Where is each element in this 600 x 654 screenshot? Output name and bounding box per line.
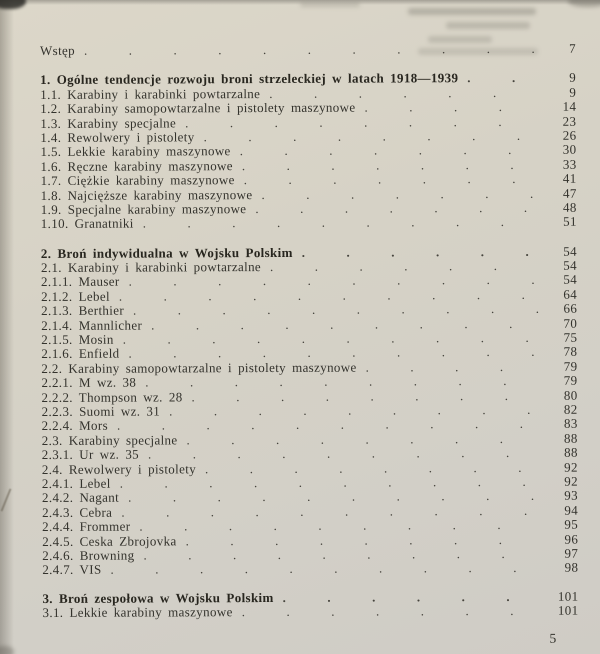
toc-entry-page: 95	[564, 516, 579, 532]
toc-entry-label: 2.1. Karabiny i karabinki powtarzalne	[40, 259, 262, 276]
toc-entry-label: 2.3. Karabiny specjalne	[41, 432, 178, 448]
toc-entry-page: 48	[562, 199, 577, 215]
page-number-footer: 5	[549, 631, 557, 647]
toc-entry-page: 70	[563, 315, 578, 331]
toc-entry-page: 47	[562, 185, 577, 201]
toc-entry-label: 2.2.4. Mors	[41, 418, 109, 434]
toc-entry-page: 54	[563, 272, 578, 288]
toc-entry-page: 96	[564, 531, 579, 547]
toc-entry-label: 1. Ogólne tendencje rozwoju broni strzeleckiej w latach 1918—1939	[40, 70, 459, 88]
leader-dots	[235, 172, 539, 188]
toc-entry-label: 2.1.5. Mosin	[41, 331, 114, 348]
leader-dots	[274, 589, 541, 605]
leader-dots	[355, 100, 538, 115]
toc-entry-label: 2.4. Rewolwery i pistolety	[41, 460, 197, 477]
toc-entry-label: 3.1. Lekkie karabiny maszynowe	[42, 604, 233, 621]
toc-entry-label: 1.7. Ciężkie karabiny maszynowe	[40, 172, 235, 189]
leader-dots	[101, 561, 540, 577]
leader-dots	[75, 42, 538, 58]
toc-entry-label: 1.8. Najcięższe karabiny maszynowe	[40, 186, 253, 203]
toc-entry-page: 79	[563, 358, 578, 374]
toc-entry-page: 97	[564, 545, 579, 561]
toc-entry-label: 2.4.4. Frommer	[42, 518, 131, 535]
toc-entry-label: 2.2.2. Thompson wz. 28	[41, 388, 183, 405]
toc-entry-label: 2.1.3. Berthier	[41, 302, 125, 319]
leader-dots	[177, 532, 541, 548]
toc-entry-page: 54	[563, 257, 578, 273]
toc-entry-label: 2.1.6. Enfield	[41, 346, 120, 362]
toc-entry-page: 26	[562, 127, 577, 143]
toc-entry-label: 2.2.1. M wz. 38	[41, 374, 137, 391]
toc-entry	[41, 215, 577, 232]
toc-entry-label: 1.4. Rewolwery i pistolety	[40, 129, 195, 145]
leader-dots	[195, 129, 539, 145]
toc-entry-page: 88	[564, 444, 578, 460]
toc-entry-label: 1.3. Karabiny specjalne	[40, 114, 177, 131]
toc-entry-label: Wstęp	[39, 42, 76, 58]
toc-entry-label: 1.10. Granatniki	[40, 215, 134, 232]
toc-entry-label: 2.2. Karabiny samopowtarzalne i pistolety maszynowe	[41, 359, 357, 376]
leader-dots	[177, 432, 539, 448]
toc-entry-label: 2.3.1. Ur wz. 35	[41, 446, 140, 463]
toc-entry-label: 1.1. Karabiny i karabinki powtarzalne	[40, 85, 261, 102]
toc-entry-page: 9	[569, 70, 577, 86]
toc-entry-page: 51	[563, 213, 577, 230]
toc-entry-label: 1.6. Ręczne karabiny maszynowe	[40, 157, 233, 174]
toc-entry-label: 2.1.1. Mauser	[41, 274, 120, 290]
toc-entry-page: 94	[564, 502, 579, 518]
toc-entry-page: 80	[563, 387, 578, 403]
toc-entry-label: 2.1.4. Mannlicher	[41, 317, 143, 333]
toc-entry	[42, 604, 578, 621]
toc-entry-label: 2.4.7. VIS	[42, 562, 102, 578]
toc-entry-page: 7	[569, 40, 577, 56]
leader-dots	[233, 158, 539, 174]
toc-entry-label: 1.9. Specjalne karabiny maszynowe	[40, 201, 247, 217]
toc-entry-page: 101	[557, 602, 579, 618]
toc-entry-label: 3. Broń zespołowa w Wojsku Polskim	[42, 589, 274, 606]
toc-entry-label: 2.2.3. Suomi wz. 31	[41, 403, 161, 419]
leader-dots	[176, 114, 538, 130]
toc-entry-page: 23	[562, 113, 577, 129]
toc-entry-page: 93	[564, 487, 579, 504]
toc-entry-page: 83	[563, 416, 578, 432]
leader-dots	[233, 604, 541, 620]
toc-entry-page: 54	[563, 243, 577, 259]
toc-entry-page: 30	[562, 142, 577, 158]
leader-dots	[252, 186, 538, 202]
leader-dots	[293, 245, 539, 260]
toc-rows	[40, 42, 579, 621]
toc-entry-label: 2.4.3. Cebra	[42, 504, 113, 520]
toc-entry-label: 2.4.6. Browning	[42, 547, 135, 563]
toc-entry-label: 2. Broń indywidualna w Wojsku Polskim	[40, 244, 293, 261]
toc-entry-page: 101	[557, 588, 579, 604]
toc-entry-page: 79	[563, 372, 578, 388]
leader-dots	[261, 259, 539, 275]
toc-entry-page: 33	[562, 156, 577, 172]
toc-entry-page: 78	[563, 344, 578, 360]
toc-entry-page: 14	[562, 98, 577, 114]
toc-entry-page: 92	[564, 459, 578, 475]
leader-dots	[357, 360, 540, 375]
toc-entry-label: 1.2. Karabiny samopowtarzalne i pistolety maszynowe	[40, 99, 356, 117]
toc-entry-page: 64	[563, 286, 578, 302]
toc-entry-label: 2.4.5. Ceska Zbrojovka	[42, 532, 177, 549]
toc-entry-page: 75	[563, 329, 578, 345]
leader-dots	[231, 143, 539, 159]
leader-dots	[183, 388, 540, 404]
toc-entry-label: 2.4.1. Lebel	[41, 475, 111, 491]
toc-entry	[40, 42, 576, 59]
toc-entry-page: 66	[563, 300, 578, 316]
leader-dots	[246, 201, 538, 217]
toc-entry-page: 92	[564, 473, 578, 489]
toc-entry	[42, 561, 578, 578]
toc-entry-page: 9	[569, 84, 577, 100]
leader-dots	[196, 460, 540, 476]
toc-entry-label: 2.4.2. Nagant	[41, 489, 120, 506]
toc-entry-label: 2.1.2. Lebel	[41, 288, 110, 304]
toc-entry-page: 41	[562, 170, 577, 186]
leader-dots	[260, 86, 538, 102]
toc-entry-page: 88	[563, 430, 578, 446]
toc-entry-label: 1.5. Lekkie karabiny maszynowe	[40, 143, 231, 160]
toc-entry-page: 82	[563, 401, 578, 417]
leader-dots	[134, 215, 539, 231]
leader-dots	[458, 71, 538, 86]
toc-entry-page: 98	[564, 559, 579, 575]
